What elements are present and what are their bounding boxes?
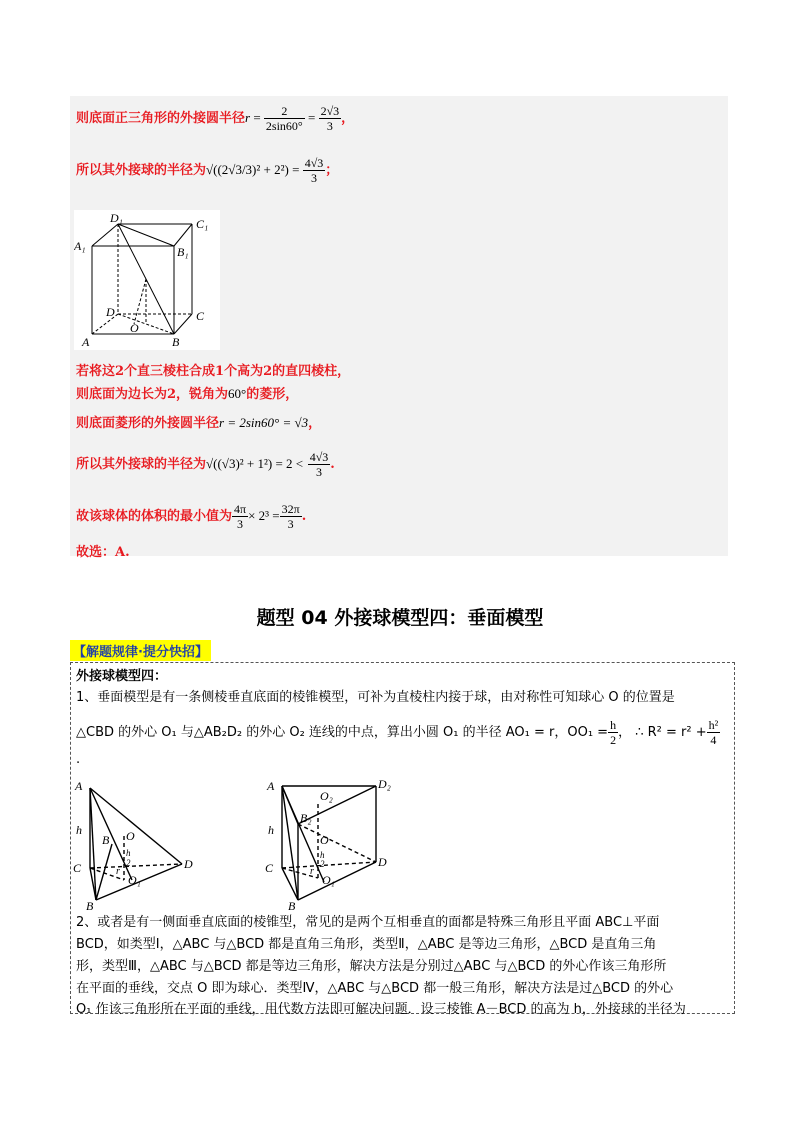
label-D1: D₁ [110, 211, 123, 225]
line2-prefix: 所以其外接球的半径为 [76, 163, 207, 178]
frac-den: 3 [310, 171, 317, 185]
fig1-label-h: h [76, 823, 82, 837]
frac-num: 4π [234, 502, 247, 516]
p1-line2-text: △CBD 的外心 O₁ 与△AB₂D₂ 的外心 O₂ 连线的中点，算出小圆 O₁ 的半径 AO₁ = r，OO₁ = [76, 725, 609, 740]
line5-prefix: 则底面菱形的外接圆半径 [76, 416, 220, 431]
fig1-label-O: O [126, 829, 135, 843]
fig2-label-A: A [267, 779, 275, 793]
line7-end: . [301, 509, 307, 524]
line1-prefix: 则底面正三角形的外接圆半径 [76, 111, 246, 126]
frac-num: 32π [281, 502, 300, 516]
label-O: O [130, 321, 139, 335]
p1-line2 [76, 718, 720, 747]
fig2-label-B: B [288, 899, 296, 912]
line4-prefix: 则底面为边长为2，锐角为 [76, 387, 229, 402]
label-C: C [196, 309, 205, 323]
prism-figure-2 [264, 772, 404, 912]
frac-num: h [610, 718, 617, 732]
fig2-label-h2n: h [320, 850, 325, 860]
frac-den: 3 [315, 465, 322, 479]
fig2-label-D2: D₂ [378, 777, 391, 791]
p2-line1: 2、或者是有一侧面垂直底面的棱锥型，常见的是两个互相垂直的面都是特殊三角形且平面 ABC⊥平面 [76, 915, 660, 930]
frac-den: 3 [287, 517, 294, 531]
frac-num: h² [708, 718, 719, 732]
solution-line-4 [76, 383, 298, 402]
label-B1: B₁ [177, 245, 189, 259]
frac-num: 4√3 [309, 450, 329, 464]
fig1-label-A: A [75, 779, 83, 793]
p1-frac [608, 718, 618, 747]
fig2-label-D: D [378, 855, 387, 869]
line1-frac2 [319, 104, 342, 133]
line7-frac1 [232, 502, 248, 531]
fig2-label-O2: O₂ [320, 789, 333, 803]
p1-line1: 1、垂面模型是有一条侧棱垂直底面的棱锥模型，可补为直棱柱内接于球，由对称性可知球心 O 的位置是 [76, 690, 675, 705]
tips-tag: 【解题规律·提分快招】 [70, 640, 211, 661]
cube-figure [74, 210, 220, 350]
label-D: D [106, 305, 115, 319]
fig2-label-r: r [310, 866, 314, 877]
solution-line-5 [76, 412, 321, 431]
frac-den: 2sin60° [265, 119, 303, 133]
pyramid-figure-1 [72, 776, 202, 912]
fig1-label-C: C [73, 861, 82, 875]
solution-line-6 [76, 450, 335, 479]
line1-r: r [245, 110, 251, 125]
line5-end: ， [308, 416, 322, 431]
line7-prefix: 故该球体的体积的最小值为 [76, 509, 233, 524]
label-C1: C₁ [196, 217, 209, 231]
solution-line-2 [76, 156, 338, 185]
fig1-label-D: D [184, 857, 193, 871]
frac-num: 2√3 [320, 104, 340, 118]
fig2-label-C: C [265, 861, 274, 875]
fig2-label-O: O [320, 833, 329, 847]
fig2-label-B2: B₂ [300, 811, 312, 825]
line1-eq: = [250, 110, 264, 125]
solution-line-3: 若将这2个直三棱柱合成1个高为2的直四棱柱， [76, 364, 351, 379]
p1-dot: . [76, 752, 81, 767]
p2-line5: O₁ 作该三角形所在平面的垂线，用代数方法即可解决问题．设三棱锥 A－BCD 的高为 h，外接球的半径为 [76, 1002, 686, 1017]
line7-mid: × 2³ = [248, 508, 280, 523]
line5-expr: r = 2sin60° = √3 [219, 415, 309, 430]
fig1-label-B-bottom: B [86, 899, 94, 912]
p2-line2: BCD，如类型Ⅰ，△ABC 与△BCD 都是直角三角形，类型Ⅱ，△ABC 是等边三角形，△BCD 是直角三角 [76, 937, 657, 952]
frac-den: 3 [326, 119, 333, 133]
box-heading: 外接球模型四： [76, 669, 168, 684]
line7-frac2 [280, 502, 302, 531]
fig1-label-h2n: h [126, 848, 131, 858]
frac-num: 4√3 [304, 156, 324, 170]
label-B: B [172, 335, 180, 349]
fig1-label-B: B [102, 833, 110, 847]
frac-den: 2 [610, 733, 617, 747]
line6-expr: √((√3)² + 1²) = 2 < [206, 456, 304, 471]
line1-eq2: = [304, 110, 319, 125]
p2-line4: 在平面的垂线，交点 O 即为球心．类型Ⅳ，△ABC 与△BCD 都一般三角形，解决方法是过△BCD 的外心 [76, 981, 674, 996]
p1-frac2 [707, 718, 721, 747]
fig1-label-h2d: 2 [126, 858, 131, 868]
solution-line-1 [76, 104, 354, 133]
line2-frac [303, 156, 326, 185]
line4-angle: 60° [228, 386, 247, 401]
line6-end: . [330, 457, 335, 472]
fig2-label-h2d: 2 [320, 859, 325, 869]
solution-line-7 [76, 502, 306, 531]
p2-line3: 形，类型Ⅲ，△ABC 与△BCD 都是等边三角形，解决方法是分别过△ABC 与△BCD 的外心作该三角形所 [76, 959, 667, 974]
line4-end: 的菱形， [246, 387, 299, 402]
line2-eq: = [288, 162, 303, 177]
fig2-label-O1: O₁ [322, 873, 335, 887]
line2-end: ； [325, 163, 339, 178]
frac-den: 3 [237, 517, 244, 531]
fig1-label-r: r [116, 866, 120, 877]
frac-num: 2 [264, 104, 305, 119]
line6-prefix: 所以其外接球的半径为 [76, 457, 207, 472]
line6-frac [308, 450, 331, 479]
fig2-label-h: h [268, 823, 274, 837]
line1-end: ， [341, 111, 355, 126]
line1-frac1 [264, 104, 305, 133]
solution-line-8: 故选：A. [76, 545, 130, 560]
fig1-label-O1: O₁ [128, 873, 141, 887]
label-A: A [82, 335, 90, 349]
frac-den: 4 [710, 733, 717, 747]
line2-expr: √((2√3/3)² + 2²) [206, 162, 289, 177]
label-A1: A₁ [74, 239, 86, 253]
p1-mid: ， ∴ R² = r² + [618, 725, 707, 740]
section-title: 题型 04 外接球模型四：垂面模型 [256, 607, 544, 629]
